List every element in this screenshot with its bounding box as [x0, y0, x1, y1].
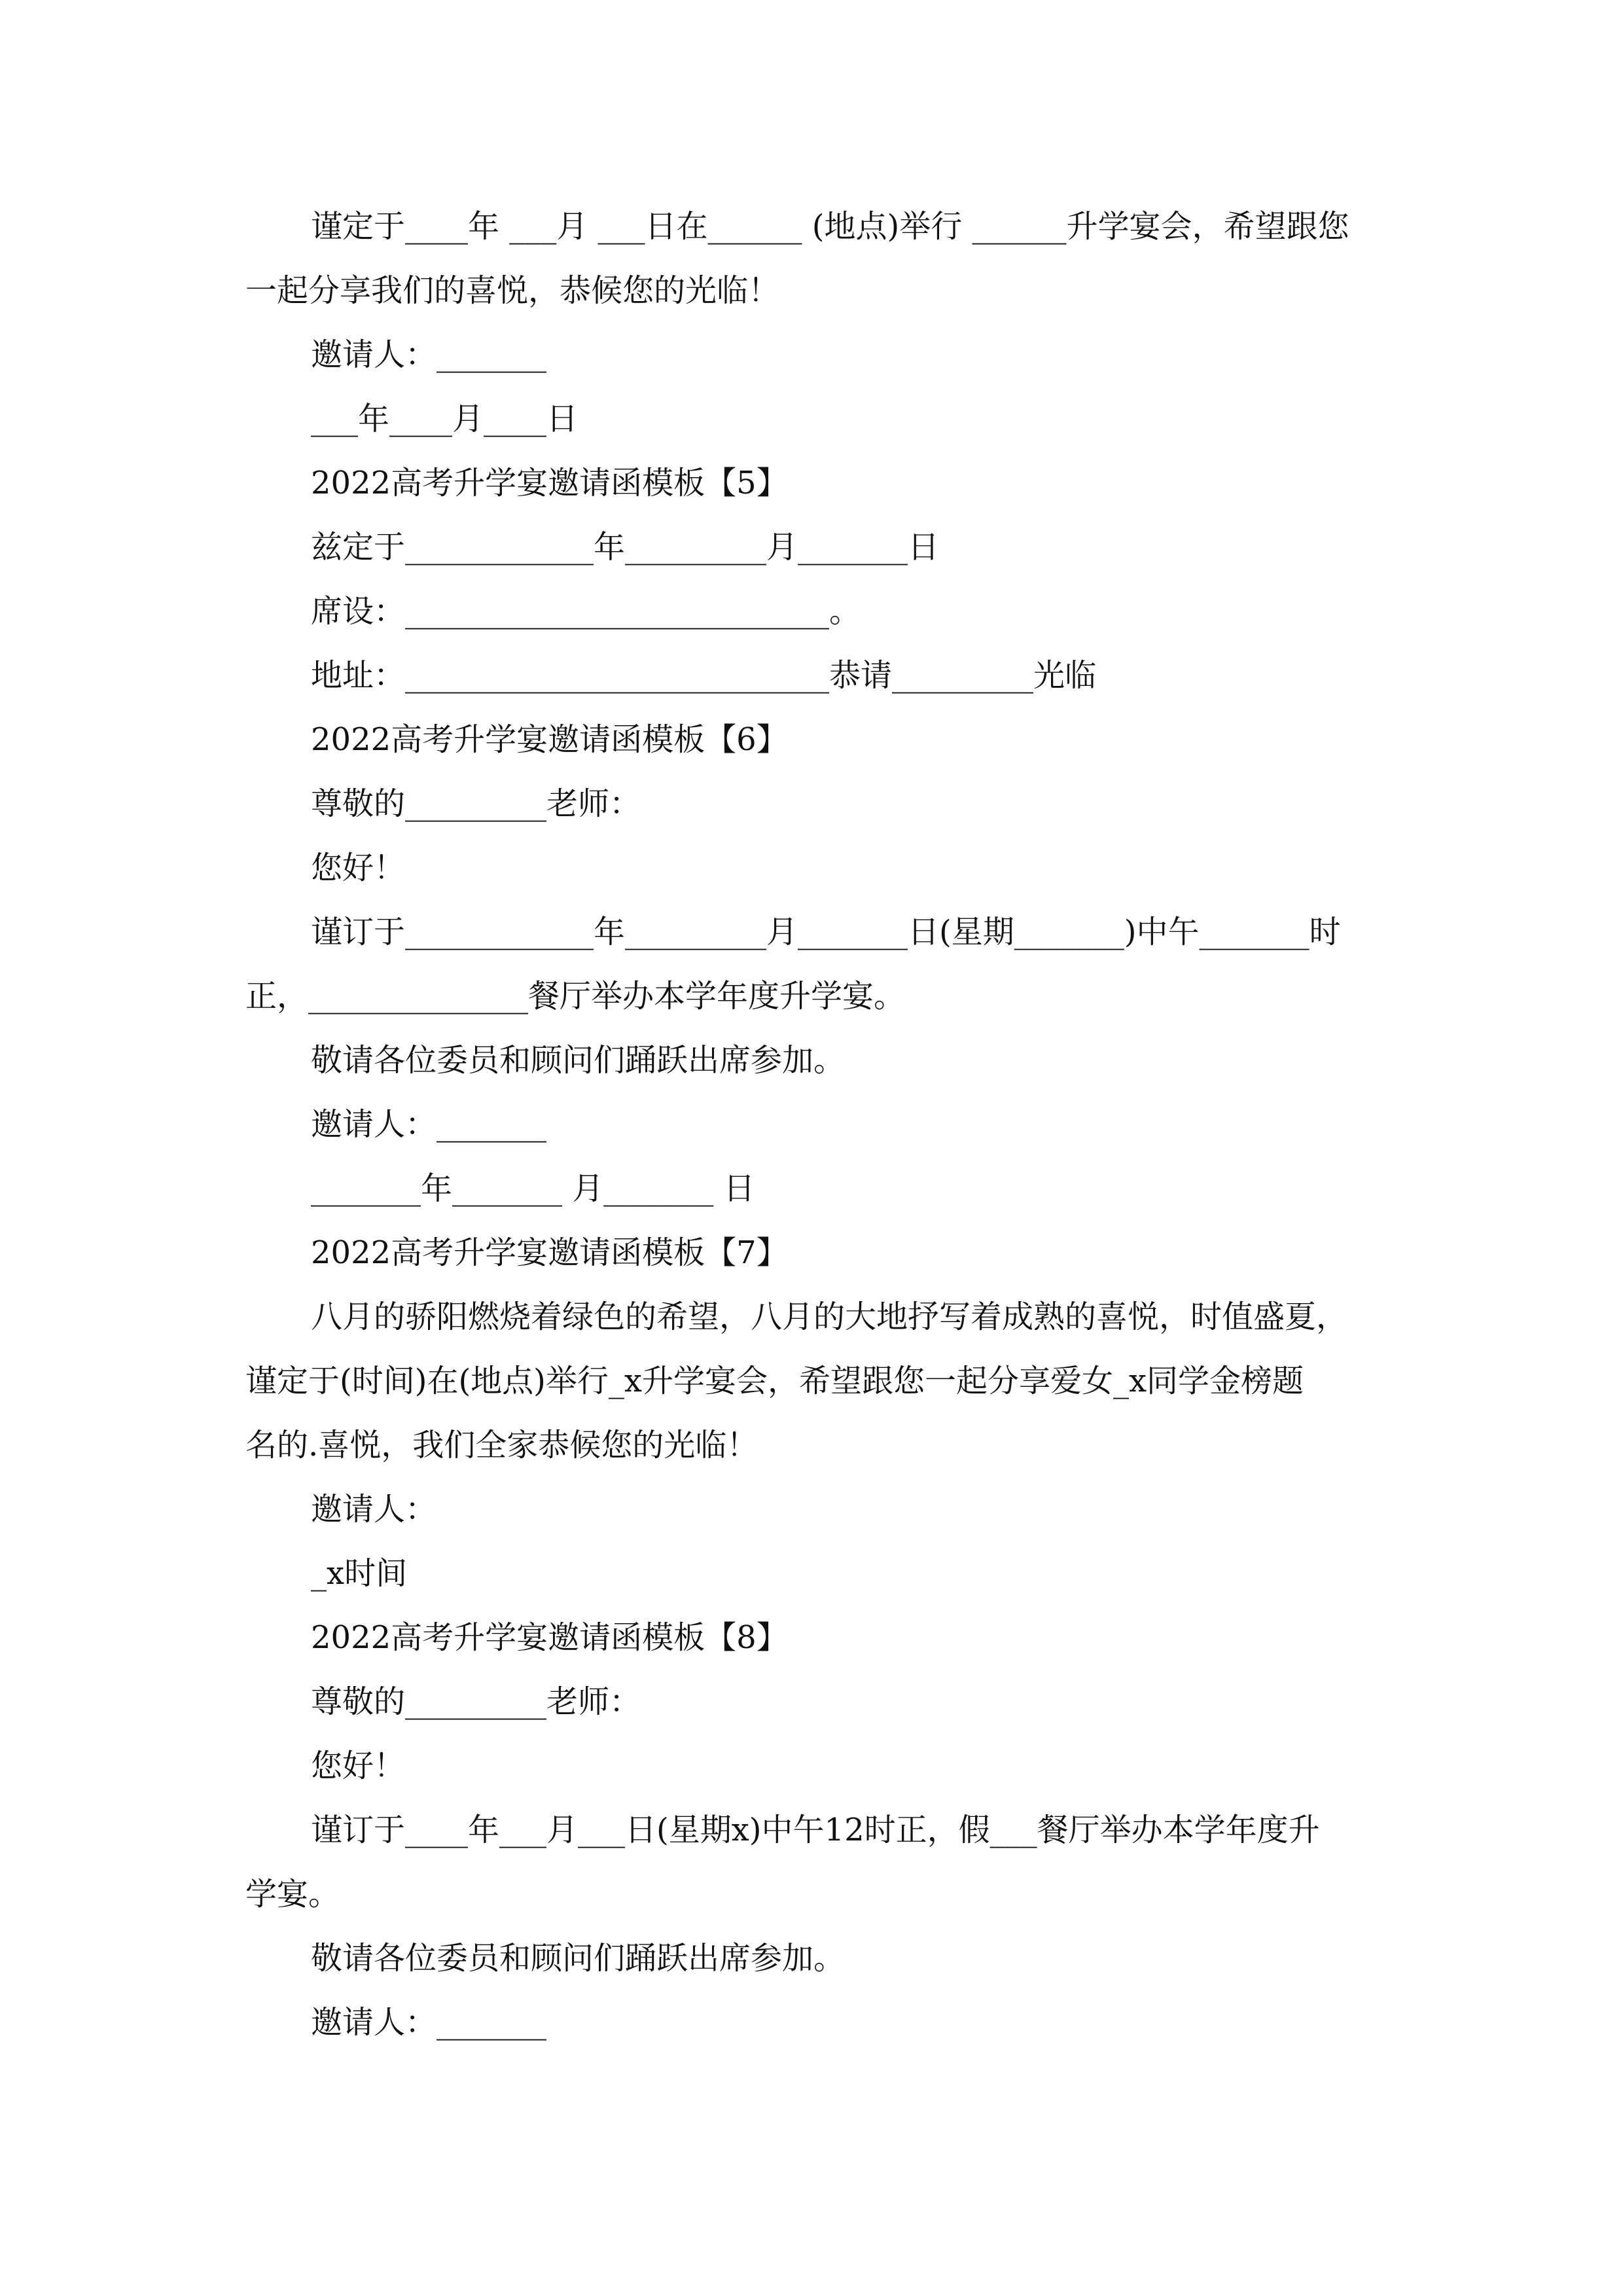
- text-line: 正，______________餐厅举办本学年度升学宴。: [245, 978, 906, 1014]
- text-line: 尊敬的_________老师：: [311, 1683, 641, 1720]
- text-line: 邀请人：_______: [311, 1106, 547, 1143]
- text-line: 敬请各位委员和顾问们踊跃出席参加。: [311, 1042, 846, 1079]
- text-line: 一起分享我们的喜悦，恭候您的光临！: [245, 272, 780, 309]
- text-line: 席设：___________________________。: [311, 593, 861, 630]
- text-line: 您好！: [311, 850, 406, 886]
- section-heading: 2022高考升学宴邀请函模板【5】: [311, 465, 788, 501]
- text-line: 邀请人：_______: [311, 2004, 547, 2041]
- text-line: 名的.喜悦，我们全家恭候您的光临！: [245, 1427, 758, 1463]
- text-line: _x时间: [311, 1555, 408, 1592]
- text-line: _______年_______ 月_______ 日: [311, 1170, 755, 1207]
- text-line: 邀请人：_______: [311, 336, 547, 373]
- text-line: 敬请各位委员和顾问们踊跃出席参加。: [311, 1940, 846, 1977]
- text-line: 您好！: [311, 1748, 406, 1784]
- text-line: ___年____月____日: [311, 401, 579, 437]
- section-heading: 2022高考升学宴邀请函模板【6】: [311, 721, 788, 758]
- text-line: 尊敬的_________老师：: [311, 785, 641, 822]
- text-line: 谨订于____________年_________月_______日(星期_______)中午_______时: [311, 914, 1341, 950]
- section-heading: 2022高考升学宴邀请函模板【7】: [311, 1234, 788, 1271]
- text-line: 学宴。: [245, 1876, 340, 1912]
- text-line: 八月的骄阳燃烧着绿色的希望，八月的大地抒写着成熟的喜悦，时值盛夏，: [311, 1299, 1348, 1335]
- section-heading: 2022高考升学宴邀请函模板【8】: [311, 1619, 788, 1656]
- text-line: 兹定于____________年_________月_______日: [311, 529, 940, 565]
- text-line: 地址：___________________________恭请_________光临: [311, 657, 1097, 694]
- text-line: 谨订于____年___月___日(星期x)中午12时正，假___餐厅举办本学年度升: [311, 1812, 1320, 1848]
- text-line: 谨定于____年 ___月 ___日在______ (地点)举行 ______升学宴会，希望跟您: [311, 208, 1349, 245]
- text-line: 谨定于(时间)在(地点)举行_x升学宴会，希望跟您一起分享爱女_x同学金榜题: [245, 1363, 1304, 1399]
- text-line: 邀请人：: [311, 1491, 437, 1528]
